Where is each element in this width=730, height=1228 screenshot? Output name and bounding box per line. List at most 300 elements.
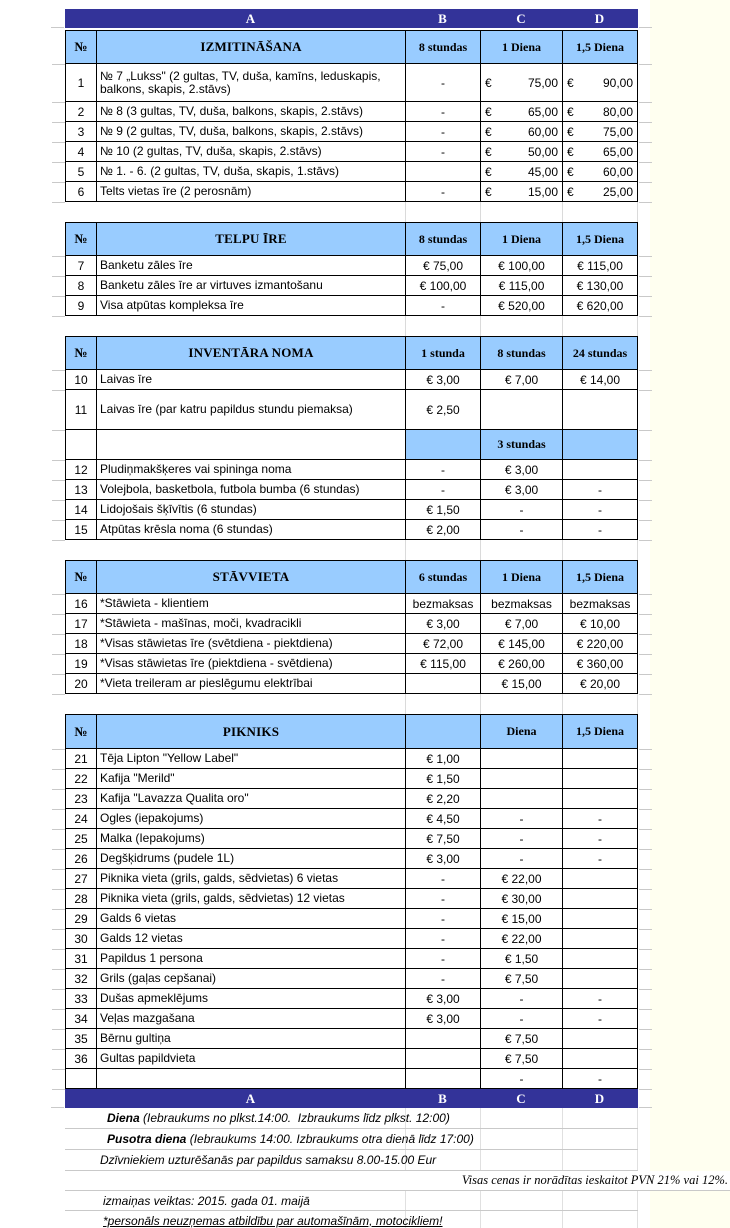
price-cell: € 3,00 [406,614,481,634]
price-cell: € 220,00 [563,634,638,654]
dash-cell: - [563,989,638,1009]
table-row [66,390,638,430]
gridline-stub [52,674,65,675]
euro-sign: € [485,184,492,199]
item-label: Kafija "Merild" [100,771,175,785]
table-row [66,809,638,829]
item-label-cell [97,594,406,614]
gridline-stub [52,540,65,541]
footer-note-text: izmaiņas veiktas: 2015. gada 01. maijā [103,1193,310,1208]
row-number-cell: 25 [66,829,97,849]
gridline-stub [639,430,652,431]
gridline-stub [639,1089,652,1090]
gridline-stub [52,829,65,830]
gridline-stub [639,889,652,890]
gridline-stub [52,202,65,203]
gridline-stub [52,182,65,183]
euro-sign: € [485,144,492,159]
item-label: Galds 12 vietas [100,931,183,945]
footer-note [65,1108,638,1129]
column-letter: B [438,1090,447,1106]
gridline-stub [52,296,65,297]
row-number-cell: 1 [66,64,97,102]
item-label-cell [97,480,406,500]
section-header-row [66,337,638,370]
gridline-stub [52,460,65,461]
dash-cell: - [406,460,481,480]
row-number-cell: 24 [66,809,97,829]
gridline-stub [52,654,65,655]
footer-note-text: Visas cenas ir norādītas ieskaitot PVN 21% vai 12%. [461,1173,728,1187]
gridline-stub [52,949,65,950]
empty-cell [406,162,481,182]
no-header: № [66,223,97,256]
footer-note-text: (Iebraukums no plkst.14:00. Izbraukums līdz plkst. 12:00) [139,1111,450,1125]
table-row [66,276,638,296]
item-label: Veļas mazgašana [100,1011,195,1025]
item-label: Banketu zāles īre ar virtuves izmantošanu [100,278,323,292]
empty-cell [563,789,638,809]
item-label: Galds 6 vietas [100,911,177,925]
footer-note-text: Dzīvniekiem uzturēšanās par papildus samaksu 8.00-15.00 Eur [100,1153,437,1167]
price-cell: € 4,50 [406,809,481,829]
price-cell [563,162,638,182]
no-header: № [66,715,97,749]
item-label-cell [97,1009,406,1029]
table-row [66,929,638,949]
gridline-stub [639,969,652,970]
column-header: 6 stundas [406,561,481,594]
table-row [66,480,638,500]
empty-cell [481,749,563,769]
footer-note [65,1191,638,1211]
dash-cell: - [563,809,638,829]
item-label-cell [97,789,406,809]
empty-cell [563,390,638,430]
row-number-cell: 20 [66,674,97,694]
column-header: 1,5 Diena [563,715,638,749]
gridline-stub [639,370,652,371]
gridline-stub [639,1107,652,1108]
price-cell [563,182,638,202]
dash-cell: - [406,869,481,889]
gridline [637,202,638,222]
row-number-cell: 27 [66,869,97,889]
gridline-stub [639,1069,652,1070]
price-cell: € 100,00 [481,256,563,276]
dash-cell: - [406,929,481,949]
row-number-cell: 19 [66,654,97,674]
price-cell: € 520,00 [481,296,563,316]
gridline-stub [52,889,65,890]
row-number-cell: 9 [66,296,97,316]
dash-cell: - [563,849,638,869]
column-header: 1 Diena [481,31,563,64]
table-row [66,769,638,789]
gridline-stub [639,64,652,65]
item-label: Pludiņmakšķeres vai spininga noma [100,462,292,476]
item-label: *Stāwieta - mašīnas, moči, kvadracikli [100,616,302,630]
gridline-stub [52,929,65,930]
price-cell [481,102,563,122]
table-row [66,102,638,122]
no-header: № [66,337,97,370]
gridline-stub [639,520,652,521]
footer-notes [65,1108,728,1228]
row-number-cell: 16 [66,594,97,614]
section-title: IZMITINĀŠANA [97,31,406,64]
top-margin [65,0,638,9]
euro-sign: € [485,104,492,119]
price-section [65,560,638,694]
price-cell: € 2,20 [406,789,481,809]
gridline-stub [52,480,65,481]
gridline [480,694,481,714]
footer-note-text: (Iebraukums 14:00. Izbraukums otra dienā līdz 17:00) [186,1132,474,1146]
price-cell [481,122,563,142]
price-cell: € 3,00 [406,370,481,390]
item-label-cell [97,849,406,869]
empty-cell [563,869,638,889]
column-header: 1,5 Diena [563,223,638,256]
table-row [66,594,638,614]
price-cell [563,142,638,162]
gridline-stub [639,654,652,655]
item-label: Bērnu gultiņa [100,1031,171,1045]
price-cell: € 1,50 [481,949,563,969]
footer-note [65,1211,638,1228]
item-label-cell [97,869,406,889]
price-section [65,30,638,202]
gridline-stub [51,27,64,28]
gridline [480,316,481,336]
table-row [66,869,638,889]
item-label: № 10 (2 gultas, TV, duša, skapis, 2.stāvs) [100,144,322,158]
item-label: Kafija "Lavazza Qualita oro" [100,791,249,805]
row-number-cell [66,1069,97,1089]
gridline [405,316,406,336]
euro-sign: € [567,164,574,179]
empty-cell [563,909,638,929]
dash-cell: - [481,809,563,829]
table-row [66,909,638,929]
band-corner [65,9,96,28]
gridline-stub [52,1069,65,1070]
column-header: 1 Diena [481,561,563,594]
empty-cell [406,1029,481,1049]
column-header: 8 stundas [406,223,481,256]
gridline-stub [52,614,65,615]
dash-cell: - [406,969,481,989]
item-label: № 9 (2 gultas, TV, duša, balkons, skapis, 2.stāvs) [100,124,364,138]
dash-cell: - [481,520,563,540]
item-label-cell [97,162,406,182]
item-label-cell [97,654,406,674]
dash-cell: - [563,1069,638,1089]
column-header: 1,5 Diena [563,31,638,64]
item-label-cell [97,64,406,102]
row-number-cell: 29 [66,909,97,929]
gridline [405,540,406,560]
footer-note-bold: Pusotra diena [107,1132,187,1146]
gridline [405,694,406,714]
price-cell: € 115,00 [406,654,481,674]
section-gap [65,694,638,714]
price-value: 15,00 [527,184,558,199]
item-label-cell [97,674,406,694]
gridline-stub [639,614,652,615]
gridline-stub [639,1049,652,1050]
row-number-cell: 36 [66,1049,97,1069]
table-row [66,829,638,849]
item-label-cell [97,829,406,849]
row-number-cell: 22 [66,769,97,789]
gridline [562,694,563,714]
row-number-cell: 21 [66,749,97,769]
dash-cell: - [406,182,481,202]
gridline-stub [639,480,652,481]
gridline-stub [52,594,65,595]
band-corner [65,1089,96,1108]
gridline-stub [52,989,65,990]
row-number-cell: 15 [66,520,97,540]
price-section [65,714,638,1089]
price-value: 75,00 [602,124,633,139]
gridline-stub [52,969,65,970]
price-value: 25,00 [602,184,633,199]
item-label: Piknika vieta (grils, galds, sēdvietas) 6 vietas [100,871,339,885]
gridline-stub [639,829,652,830]
section-header-row [66,715,638,749]
price-section [65,336,638,540]
item-label-cell [97,969,406,989]
footer-note [65,1171,730,1191]
gridline-stub [639,789,652,790]
empty-cell [563,889,638,909]
dash-cell: - [481,829,563,849]
table-row [66,122,638,142]
empty-cell [66,430,97,460]
price-cell: € 22,00 [481,929,563,949]
gridline-stub [639,674,652,675]
column-letter: B [438,10,447,26]
euro-sign: € [567,75,574,90]
price-cell: € 72,00 [406,634,481,654]
table-row [66,430,638,460]
row-number-cell: 5 [66,162,97,182]
column-letter: C [516,1090,526,1106]
row-number-cell: 31 [66,949,97,969]
dash-cell: - [481,1009,563,1029]
item-label-cell [97,370,406,390]
table-row [66,969,638,989]
item-label-cell [97,142,406,162]
item-label-cell [97,889,406,909]
price-cell: bezmaksas [406,594,481,614]
empty-cell [481,789,563,809]
gridline-stub [52,64,65,65]
top-column-band [65,9,638,28]
item-label: Degšķidrums (pudele 1L) [100,851,235,865]
price-cell: € 7,50 [406,829,481,849]
item-label: Atpūtas krēsla noma (6 stundas) [100,522,273,536]
item-label: *Visas stāwietas īre (piektdiena - svētdiena) [100,656,333,670]
item-label-cell [97,809,406,829]
price-cell: € 3,00 [406,849,481,869]
item-label: Grils (gaļas cepšanai) [100,971,217,985]
dash-cell: - [406,480,481,500]
column-header: 8 stundas [406,31,481,64]
page-right-margin [650,0,730,1228]
gridline-stub [639,142,652,143]
empty-cell [563,1029,638,1049]
euro-sign: € [485,124,492,139]
section-title: TELPU ĪRE [97,223,406,256]
gridline-stub [639,256,652,257]
item-label: Ogles (iepakojums) [100,811,204,825]
section-gap [65,316,638,336]
gridline-stub [52,1009,65,1010]
item-label-cell [97,102,406,122]
gridline-stub [52,634,65,635]
row-number-cell: 2 [66,102,97,122]
item-label: Dušas apmeklējums [100,991,209,1005]
price-value: 75,00 [527,75,558,90]
row-number-cell: 14 [66,500,97,520]
column-letter: D [594,10,605,26]
price-cell: € 3,00 [481,460,563,480]
gridline [637,540,638,560]
gridline-stub [52,749,65,750]
empty-cell [481,390,563,430]
price-value: 50,00 [527,144,558,159]
row-number-cell: 34 [66,1009,97,1029]
column-header: 1 Diena [481,223,563,256]
column-header: Diena [481,715,563,749]
price-cell: € 7,00 [481,614,563,634]
row-number-cell: 28 [66,889,97,909]
price-cell: € 14,00 [563,370,638,390]
price-cell: bezmaksas [563,594,638,614]
column-letter: C [516,10,526,26]
price-cell [481,142,563,162]
item-label: Gultas papildvieta [100,1051,196,1065]
section-title: INVENTĀRA NOMA [97,337,406,370]
empty-cell [481,769,563,789]
gridline-stub [639,949,652,950]
price-cell: € 100,00 [406,276,481,296]
item-label: Lidojošais šķīvītis (6 stundas) [100,502,257,516]
gridline-stub [639,594,652,595]
gridline-stub [52,869,65,870]
gridline-stub [639,909,652,910]
item-label-cell [97,1029,406,1049]
gridline-stub [639,162,652,163]
gridline-stub [639,316,652,317]
gridline [562,202,563,222]
gridline-stub [639,276,652,277]
price-cell: € 7,50 [481,969,563,989]
dash-cell: - [406,102,481,122]
price-cell: € 75,00 [406,256,481,276]
item-label: Malka (Iepakojums) [100,831,205,845]
gridline-stub [639,390,652,391]
footer-note-bold: Diena [107,1111,140,1125]
item-label-cell [97,500,406,520]
row-number-cell: 6 [66,182,97,202]
price-cell [563,122,638,142]
row-number-cell: 12 [66,460,97,480]
gridline-stub [52,909,65,910]
dash-cell: - [481,849,563,869]
row-number-cell: 30 [66,929,97,949]
column-letter: A [245,10,256,26]
item-label-cell [97,909,406,929]
item-label-cell [97,460,406,480]
item-label: Telts vietas īre (2 perosnām) [100,184,252,198]
item-label-cell [97,182,406,202]
item-label-cell [97,989,406,1009]
price-cell: € 10,00 [563,614,638,634]
gridline [562,316,563,336]
gridline-stub [52,256,65,257]
empty-cell [406,674,481,694]
price-cell: € 20,00 [563,674,638,694]
price-value: 80,00 [602,104,633,119]
item-label: № 8 (3 gultas, TV, duša, balkons, skapis, 2.stāvs) [100,104,364,118]
gridline [405,202,406,222]
table-row [66,460,638,480]
item-label: Piknika vieta (grils, galds, sēdvietas) 12 vietas [100,891,345,905]
row-number-cell: 18 [66,634,97,654]
euro-sign: € [567,104,574,119]
row-number-cell: 17 [66,614,97,634]
item-label-cell [97,296,406,316]
table-row [66,634,638,654]
dash-cell: - [406,889,481,909]
price-cell: € 15,00 [481,909,563,929]
gridline-stub [639,929,652,930]
row-number-cell: 35 [66,1029,97,1049]
empty-cell [563,749,638,769]
gridline-stub [639,122,652,123]
dash-cell: - [563,520,638,540]
price-value: 65,00 [602,144,633,159]
price-cell: € 115,00 [481,276,563,296]
dash-cell: - [406,64,481,102]
euro-sign: € [485,75,492,90]
sub-column-header [406,430,481,460]
column-header [406,715,481,749]
column-header: 1 stunda [406,337,481,370]
table-row [66,142,638,162]
price-cell: € 145,00 [481,634,563,654]
table-row [66,749,638,769]
section-gap [65,540,638,560]
gridline-stub [639,500,652,501]
gridline-stub [52,142,65,143]
item-label: Papildus 1 persona [100,951,203,965]
gridline-stub [639,202,652,203]
gridline-stub [639,989,652,990]
price-cell: € 7,00 [481,370,563,390]
table-row [66,1049,638,1069]
item-label-cell [97,929,406,949]
item-label: Laivas īre [100,372,153,386]
price-section [65,222,638,316]
section-title: STĀVVIETA [97,561,406,594]
sub-column-header [563,430,638,460]
